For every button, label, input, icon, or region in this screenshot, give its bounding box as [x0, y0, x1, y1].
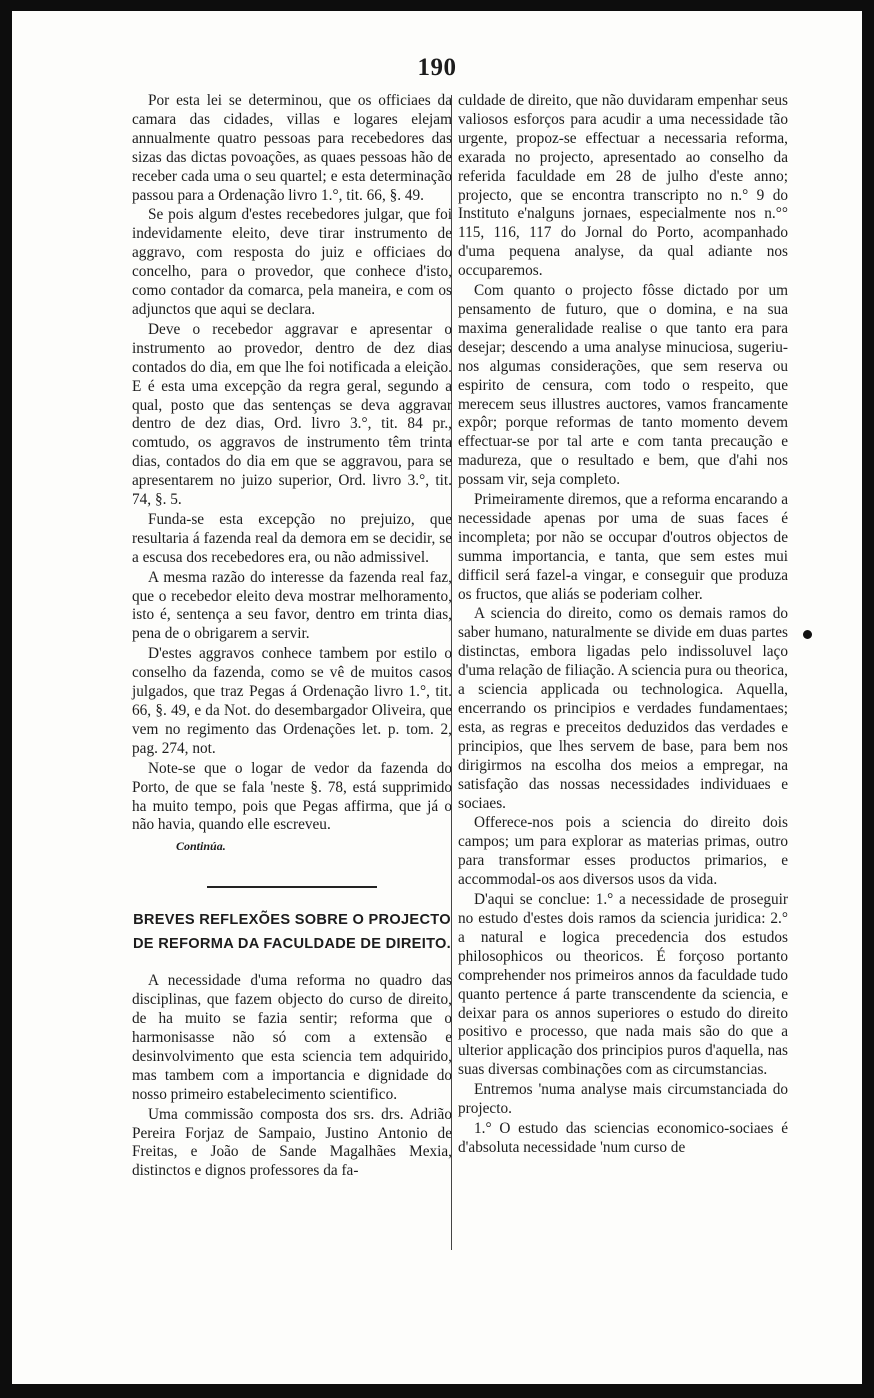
continua-note: Continúa. [176, 839, 226, 854]
paragraph: A mesma razão do interesse da fazenda real faz, que o recebedor eleito deva mostrar melhoramento, isto é, sentença a seu favor, dentro em trinta dias, pena de o obrigarem a servir. [132, 568, 452, 643]
paragraph: culdade de direito, que não duvidaram empenhar seus valiosos esforços para acudir a uma necessidade tão urgente, propoz-se effectuar a necessaria reforma, exarada no projecto, apresentado ao conselho da referida faculdade em 28 de julho d'este anno; projecto, que se encontra transcripto no n.° 9 do Instituto e'nalguns jornaes, especialmente nos n.°° 115, 116, 117 do Jornal do Porto, acompanhado d'uma pequena analyse, da qual adiante nos occuparemos. [458, 92, 788, 280]
paragraph: Entremos 'numa analyse mais circumstanciada do projecto. [458, 1081, 788, 1118]
paragraph: Uma commissão composta dos srs. drs. Adrião Pereira Forjaz de Sampaio, Justino Antonio de Freitas, e João de Sande Magalhães Mexia, distinctos e dignos professores da fa- [132, 1105, 452, 1180]
paragraph: Offerece-nos pois a sciencia do direito dois campos; um para explorar as materias primas, outro para transformar esses productos primarios, e accommodal-os aos diversos usos da vida. [458, 814, 788, 889]
paragraph: Por esta lei se determinou, que os officiaes da camara das cidades, villas e logares elejam annualmente quatro pessoas para recebedores das sizas das dictas povoações, as quaes pessoas hão de receber cada uma o seu quartel; e esta determinação passou para a Ordenação livro 1.°, tit. 66, §. 49. [132, 92, 452, 204]
paragraph: 1.° O estudo das sciencias economico-sociaes é d'absoluta necessidade 'num curso de [458, 1119, 788, 1156]
paragraph: Funda-se esta excepção no prejuizo, que resultaria á fazenda real da demora em se decidir, se a escusa dos recebedores era, ou não admissivel. [132, 510, 452, 566]
paragraph: Primeiramente diremos, que a reforma encarando a necessidade apenas por uma de suas faces é incompleta; por não se occupar d'outros objectos de summa importancia, e tanta, que sem estes mui difficil será fazel-a vingar, e conseguir que produza os fructos, que aliás se poderiam colher. [458, 491, 788, 603]
paragraph: Note-se que o logar de vedor da fazenda do Porto, de que se fala 'neste §. 78, está supprimido ha muito tempo, pois que Pegas affirma, que já o não havia, quando elle escreveu. [132, 759, 452, 834]
paragraph: Com quanto o projecto fôsse dictado por um pensamento de futuro, que o domina, e na sua maxima generalidade realise o que tanto era para desejar; descendo a uma analyse minuciosa, sugeriu-nos algumas considerações, que sem reserva ou espirito de censura, com todo o respeito, que merecem seus illustres auctores, vamos francamente expôr; porque reformas de tanto momento devem effectuar-se por tal arte e com tanta precaução e madureza, que o resultado e bem, que d'ahi nos possam vir, seja completo. [458, 282, 788, 489]
article-heading: BREVES REFLEXÕES SOBRE O PROJECTO DE REFORMA DA FACULDADE DE DIREITO. [132, 912, 452, 953]
left-column [132, 92, 452, 1181]
paragraph: A sciencia do direito, como os demais ramos do saber humano, naturalmente se divide em duas partes distinctas, embora ligadas pelo indissoluvel laço d'uma relação de filiação. A sciencia pura ou theorica, a sciencia applicada ou technologica. Aquella, encerrando os principios e verdades fundamentaes; esta, as regras e preceitos deduzidos das verdades e principios, que lhes servem de base, para bem nos dirigirmos na escolha dos meios a empregar, na satisfação das nossas necessidades individuaes e sociaes. [458, 605, 788, 812]
paragraph: D'aqui se conclue: 1.° a necessidade de proseguir no estudo d'estes dois ramos da sciencia juridica: 2.° a natural e logica precedencia dos estudos philosophicos ou theoricos. É forçoso portanto comprehender nos primeiros annos da faculdade tudo quanto pertence á parte transcendente da sciencia, e deixar para os annos superiores o estudo do direito positivo e processo, que nada mais são do que a ulterior applicação dos principios puros d'aquella, nas suas diversas combinações com as circumstancias. [458, 891, 788, 1079]
page-number: 190 [417, 54, 457, 81]
paragraph: Deve o recebedor aggravar e apresentar o instrumento ao provedor, dentro de dez dias contados do dia, em que lhe foi notificada a eleição. E é esta uma excepção da regra geral, segundo a qual, posto que das sentenças se deva aggravar dentro de dez dias, Ord. livro 3.°, tit. 84 pr., comtudo, os aggravos de instrumento têm trinta dias, contados do dia em que se aggravou, para se apresentarem no juizo superior, Ord. livro 3.°, tit. 74, §. 5. [132, 320, 452, 509]
paragraph: A necessidade d'uma reforma no quadro das disciplinas, que fazem objecto do curso de direito, de ha muito se fazia sentir; reforma que o harmonisasse não só com a extensão e desinvolvimento que esta sciencia tem adquirido, mas tambem com a importancia e dignidade do nosso primeiro estabelecimento scientifico. [132, 972, 452, 1103]
paragraph: Se pois algum d'estes recebedores julgar, que foi indevidamente eleito, deve tirar instrumento de aggravo, com resposta do juiz e officiaes do concelho, para o provedor, que conhece d'isto, como contador da comarca, pela maneira, e com os adjunctos que aqui se declara. [132, 206, 452, 318]
paragraph: D'estes aggravos conhece tambem por estilo o conselho da fazenda, como se vê de muitos casos julgados, que traz Pegas á Ordenação livro 1.°, tit. 66, §. 49, e da Not. do desembargador Oliveira, que vem no regimento das Ordenações let. p. tom. 2, pag. 274, not. [132, 645, 452, 757]
section-rule [207, 886, 377, 888]
right-column [458, 92, 788, 1158]
margin-dot [803, 630, 812, 639]
